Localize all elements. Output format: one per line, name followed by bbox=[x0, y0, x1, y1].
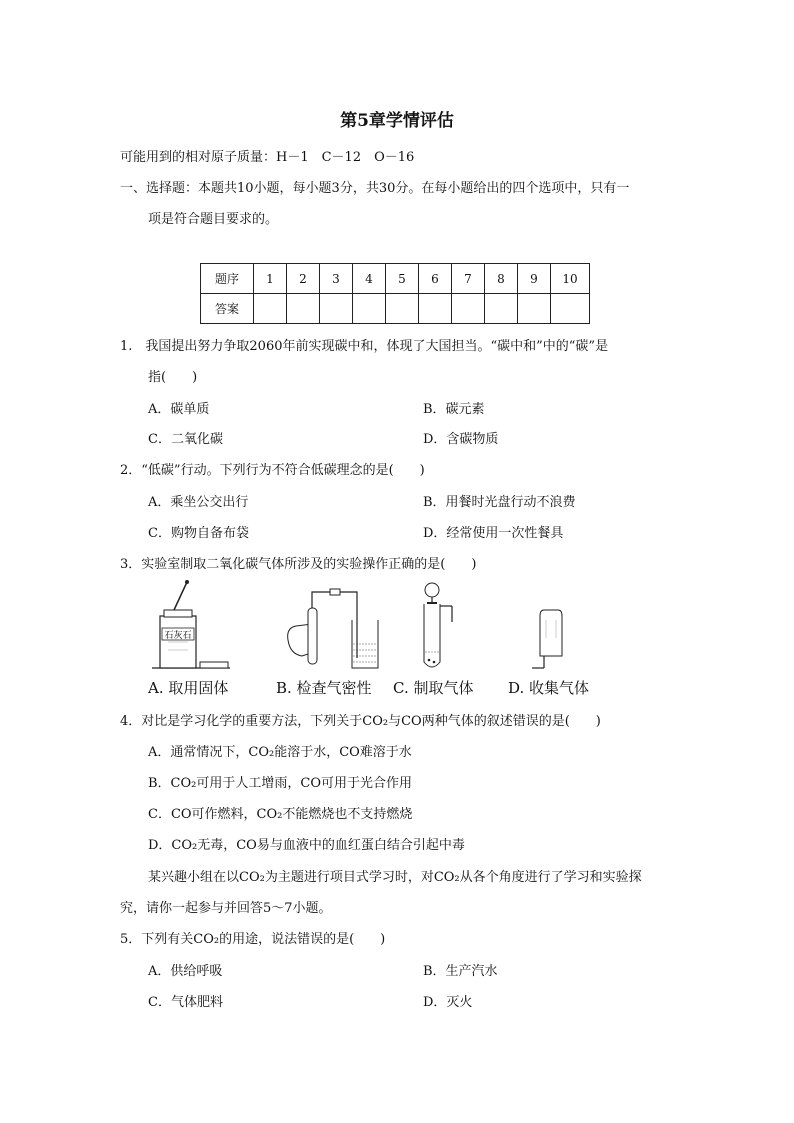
q4-stem: 4．对比是学习化学的重要方法，下列关于CO₂与CO两种气体的叙述错误的是( ) bbox=[120, 714, 601, 729]
q2-option-d: D．经常使用一次性餐具 bbox=[423, 526, 564, 541]
q4-option-b: B．CO₂可用于人工增雨，CO可用于光合作用 bbox=[148, 776, 412, 791]
answer-table-number-row bbox=[201, 264, 590, 294]
figure-a-label: A. 取用固体 bbox=[148, 679, 229, 697]
number-cell: 3 bbox=[320, 264, 353, 294]
number-cell: 2 bbox=[287, 264, 320, 294]
q1-option-d: D．含碳物质 bbox=[423, 432, 499, 447]
number-cell: 7 bbox=[452, 264, 485, 294]
answer-cell[interactable] bbox=[254, 294, 287, 324]
answer-cell[interactable] bbox=[353, 294, 386, 324]
number-cell: 6 bbox=[419, 264, 452, 294]
answer-table-answer-row bbox=[201, 294, 590, 324]
q1-option-c: C．二氧化碳 bbox=[148, 432, 223, 447]
figure-b-airtightness-check bbox=[282, 580, 392, 672]
row-label-answer: 答案 bbox=[201, 294, 254, 324]
q5-option-d: D．灭火 bbox=[423, 995, 473, 1010]
number-cell: 1 bbox=[254, 264, 287, 294]
section-heading-line1: 一、选择题：本题共10小题，每小题3分，共30分。在每小题给出的四个选项中，只有一 bbox=[120, 181, 630, 196]
q4-option-a: A．通常情况下，CO₂能溶于水，CO难溶于水 bbox=[148, 745, 412, 760]
number-cell: 10 bbox=[551, 264, 590, 294]
q1-option-b: B．碳元素 bbox=[423, 402, 485, 417]
q3-stem: 3．实验室制取二氧化碳气体所涉及的实验操作正确的是( ) bbox=[120, 557, 477, 572]
number-cell: 5 bbox=[386, 264, 419, 294]
answer-cell[interactable] bbox=[320, 294, 353, 324]
answer-cell[interactable] bbox=[419, 294, 452, 324]
q2-option-b: B．用餐时光盘行动不浪费 bbox=[423, 495, 576, 510]
answer-table bbox=[200, 263, 590, 324]
answer-cell[interactable] bbox=[551, 294, 590, 324]
answer-cell[interactable] bbox=[386, 294, 419, 324]
row-label-number: 题序 bbox=[201, 264, 254, 294]
figure-c-label: C. 制取气体 bbox=[393, 679, 474, 697]
q2-option-a: A．乘坐公交出行 bbox=[148, 495, 249, 510]
number-cell: 4 bbox=[353, 264, 386, 294]
bottle-label: 石灰石 bbox=[164, 631, 192, 641]
figure-d-gas-collection bbox=[526, 580, 576, 672]
q1-stem-line1: 1. 我国提出努力争取2060年前实现碳中和，体现了大国担当。“碳中和”中的“碳”是 bbox=[120, 339, 609, 354]
answer-cell[interactable] bbox=[485, 294, 518, 324]
q1-option-a: A．碳单质 bbox=[148, 402, 210, 417]
q5-option-b: B．生产汽水 bbox=[423, 964, 498, 979]
q4-option-c: C．CO可作燃料，CO₂不能燃烧也不支持燃烧 bbox=[148, 807, 413, 822]
figure-a-solid-taking bbox=[150, 580, 235, 672]
q5-option-c: C．气体肥料 bbox=[148, 995, 223, 1010]
q5-option-a: A．供给呼吸 bbox=[148, 964, 223, 979]
answer-cell[interactable] bbox=[287, 294, 320, 324]
page-title: 第5章学情评估 bbox=[340, 111, 454, 131]
figure-b-label: B. 检查气密性 bbox=[276, 679, 372, 697]
q2-option-c: C．购物自备布袋 bbox=[148, 526, 249, 541]
answer-cell[interactable] bbox=[452, 294, 485, 324]
atomic-mass-note: 可能用到的相对原子质量：H－1 C－12 O－16 bbox=[120, 150, 415, 165]
number-cell: 9 bbox=[518, 264, 551, 294]
context-line2: 究，请你一起参与并回答5～7小题。 bbox=[120, 901, 332, 916]
q4-option-d: D．CO₂无毒，CO易与血液中的血红蛋白结合引起中毒 bbox=[148, 838, 465, 853]
context-line1: 某兴趣小组在以CO₂为主题进行项目式学习时，对CO₂从各个角度进行了学习和实验探 bbox=[148, 870, 642, 885]
figure-d-label: D. 收集气体 bbox=[508, 679, 590, 697]
q1-stem-line2: 指( ) bbox=[148, 370, 198, 385]
q5-stem: 5．下列有关CO₂的用途，说法错误的是( ) bbox=[120, 932, 386, 947]
answer-cell[interactable] bbox=[518, 294, 551, 324]
figure-c-gas-production bbox=[412, 580, 472, 672]
number-cell: 8 bbox=[485, 264, 518, 294]
section-heading-line2: 项是符合题目要求的。 bbox=[148, 212, 279, 227]
q2-stem: 2．“低碳”行动。下列行为不符合低碳理念的是( ) bbox=[120, 463, 425, 478]
